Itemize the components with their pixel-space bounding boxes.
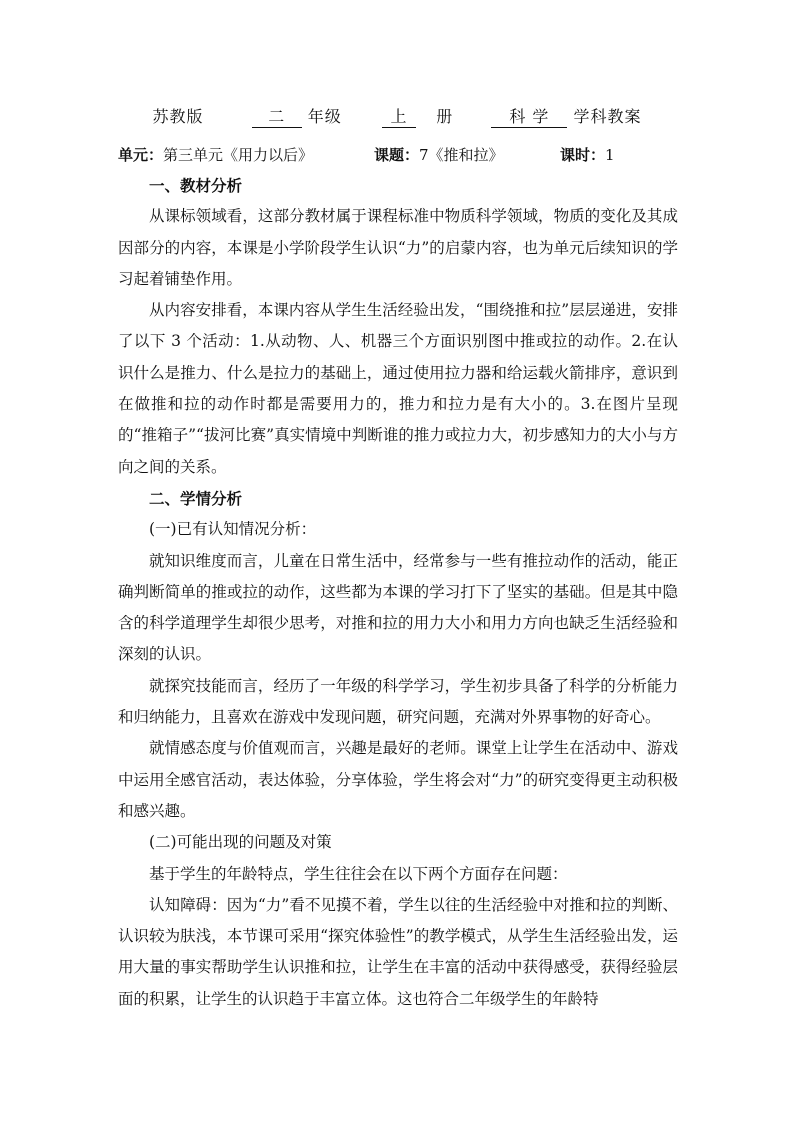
topic-key: 课题： <box>374 146 420 164</box>
subsection-heading: (二)可能出现的问题及对策 <box>149 833 332 852</box>
publisher: 苏教版 <box>152 107 204 126</box>
lesson-plan-title <box>0 104 794 128</box>
document-body <box>118 170 678 1015</box>
hours-key: 课时： <box>560 146 606 164</box>
paragraph: 就探究技能而言，经历了一年级的科学学习，学生初步具备了科学的分析能力和归纳能力，且喜欢在游戏中发现问题，研究问题，充满对外界事物的好奇心。 <box>118 676 678 727</box>
grade-value: 二 <box>252 107 302 128</box>
grade-label: 年级 <box>307 107 342 126</box>
paragraph: 基于学生的年龄特点，学生往往会在以下两个方面存在问题： <box>149 864 568 883</box>
subject-value: 科 学 <box>491 107 567 128</box>
volume-value: 上 <box>382 107 416 128</box>
paragraph: 从课标领域看，这部分教材属于课程标准中物质科学领域，物质的变化及其成因部分的内容，本课是小学阶段学生认识“力”的启蒙内容，也为单元后续知识的学习起着铺垫作用。 <box>118 207 678 288</box>
topic-value: 7《推和拉》 <box>419 146 504 164</box>
hours-value: 1 <box>605 146 615 164</box>
paragraph: 认知障碍：因为“力”看不见摸不着，学生以往的生活经验中对推和拉的判断、认识较为肤浅，本节课可采用“探究体验性”的教学模式，从学生生活经验出发，运用大量的事实帮助学生认识推和拉，让学生在丰富的活动中获得感受，获得经验层面的积累，让学生的认识趋于丰富立体。这也符合二年级学生的年龄特 <box>118 895 678 1008</box>
paragraph: 就情感态度与价值观而言，兴趣是最好的老师。课堂上让学生在活动中、游戏中运用全感官活动，表达体验，分享体验，学生将会对“力”的研究变得更主动积极和感兴趣。 <box>118 739 678 820</box>
section-heading-student-analysis: 二、学情分析 <box>149 488 243 508</box>
volume-label: 册 <box>436 107 454 126</box>
paragraph: 就知识维度而言，儿童在日常生活中，经常参与一些有推拉动作的活动，能正确判断简单的推或拉的动作，这些都为本课的学习打下了坚实的基础。但是其中隐含的科学道理学生却很少思考，对推和拉的用力大小和用力方向也缺乏生活经验和深刻的认识。 <box>118 551 678 664</box>
unit-key: 单元： <box>118 146 164 164</box>
unit-value: 第三单元《用力以后》 <box>163 146 314 164</box>
subsection-heading: (一)已有认知情况分析： <box>149 520 317 539</box>
lesson-meta-row <box>118 144 698 165</box>
paragraph: 从内容安排看，本课内容从学生生活经验出发，“围绕推和拉”层层递进，安排了以下 3 个活动：1.从动物、人、机器三个方面识别图中推或拉的动作。2.在认识什么是推力、什么是拉力的基础上，通过使用拉力器和给运载火箭排序，意识到在做推和拉的动作时都是需要用力的，推力和拉力是有大小的。3.在图片呈现的“推箱子”“拔河比赛”真实情境中判断谁的推力或拉力大，初步感知力的大小与方向之间的关系。 <box>118 301 678 476</box>
subject-label: 学科教案 <box>573 107 642 126</box>
section-heading-textbook-analysis: 一、教材分析 <box>149 176 243 195</box>
